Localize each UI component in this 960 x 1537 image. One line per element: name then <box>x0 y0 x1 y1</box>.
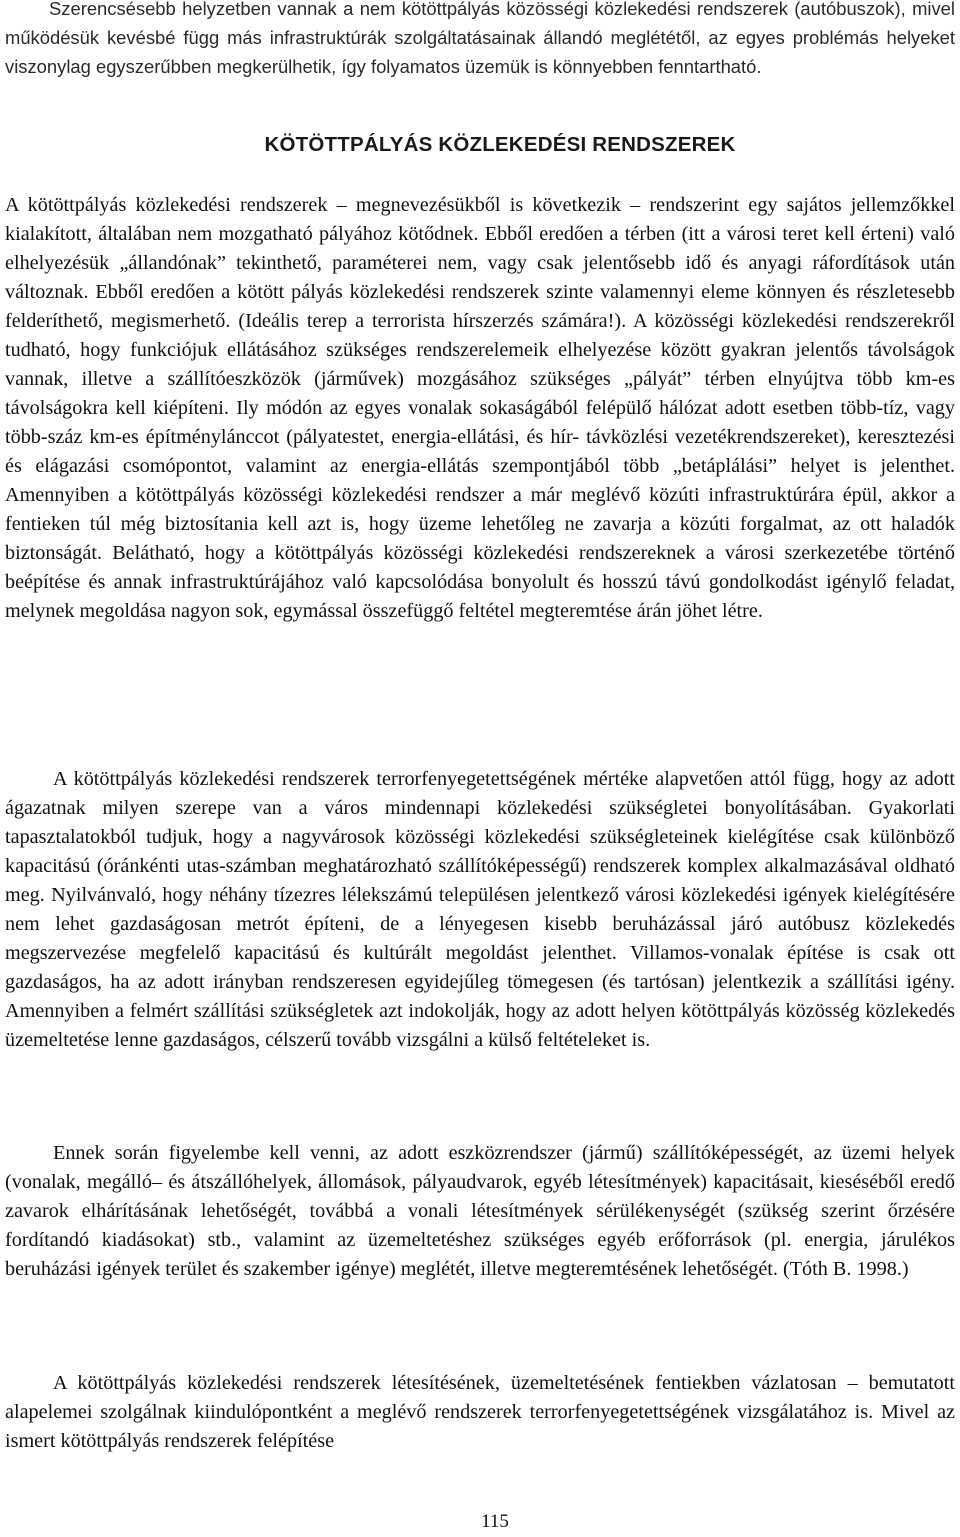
body-paragraph-4: A kötöttpályás közlekedési rendszerek létesítésének, üzemeltetésének fentiekben vázlatosan – bemutatott alapelemei szolgálnak kiindulópontként a meglévő rendszerek terrorfenyegetettségének vizsgálatához is. Mivel az ismert kötöttpályás rendszerek felépítése <box>5 1372 955 1452</box>
intro-paragraph: Szerencsésebb helyzetben vannak a nem kötöttpályás közösségi közlekedési rendszerek (autóbuszok), mivel működésük kevésbé függ más infrastruktúrák szolgáltatásainak állandó meglététől, az egyes problémás helyeket viszonylag egyszerűbben megkerülhetik, így folyamatos üzemük is könnyebben fenntartható. <box>5 0 955 77</box>
section-heading: KÖTÖTTPÁLYÁS KÖZLEKEDÉSI RENDSZEREK <box>264 133 736 156</box>
body-paragraph-1: A kötöttpályás közlekedési rendszerek – megnevezésükből is következik – rendszerint egy sajátos jellemzőkkel kialakított, általában nem mozgatható pályához kötődnek. Ebből eredően a térben (itt a városi teret kell érteni) való elhelyezésük „állandónak” tekinthető, paraméterei nem, vagy csak jelentősebb idő és anyagi ráfordítások után változnak. Ebből eredően a kötött pályás közlekedési rendszerek szinte valamennyi eleme könnyen és részletesebb felderíthető, megismerhető. (Ideális terep a terrorista hírszerzés számára!). A közösségi közlekedési rendszerekről tudható, hogy funkciójuk ellátásához szükséges rendszerelemeik elhelyezése között gyakran jelentős távolságok vannak, illetve a szállítóeszközök (járművek) mozgásához szükséges „pályát” térben elnyújtva több km-es távolságokra kell kiépíteni. Ily módón az egyes vonalak sokaságából felépülő hálózat adott esetben több-tíz, vagy több-száz km-es építménylánccot (pályatestet, energia-ellátási, és hír- távközlési vezetékrendszereket), keresztezési és elágazási csomópontot, valamint az energia-ellátás szempontjából több „betáplálási” helyet is jelenthet. Amennyiben a kötöttpályás közösségi közlekedési rendszer a már meglévő közúti infrastruktúrára épül, akkor a fentieken túl még biztosítania kell azt is, hogy üzeme lehetőleg ne zavarja a közúti forgalmat, az ott haladók biztonságát. Belátható, hogy a kötöttpályás közösségi közlekedési rendszereknek a városi szerkezetébe történő beépítése és annak infrastruktúrájához való kapcsolódása bonyolult és hosszú távú gondolkodást igénylő feladat, melynek megoldása nagyon sok, egymással összefüggő feltétel megteremtése árán jöhet létre. <box>5 194 955 622</box>
body-paragraph-2: A kötöttpályás közlekedési rendszerek terrorfenyegetettségének mértéke alapvetően attól függ, hogy az adott ágazatnak milyen szerepe van a város mindennapi közlekedési szükségletei bonyolításában. Gyakorlati tapasztalatokból tudjuk, hogy a nagyvárosok közösségi közlekedési szükségleteinek kielégítése csak különböző kapacitású (óránkénti utas-számban meghatározható szállítóképességű) rendszerek komplex alkalmazásával oldható meg. Nyilvánvaló, hogy néhány tízezres lélekszámú településen jelentkező városi közlekedési igények kielégítésére nem lehet gazdaságosan metrót építeni, de a lényegesen kisebb beruházással járó autóbusz közlekedés megszervezése megfelelő kapacitású és kultúrált megoldást jelenthet. Villamos-vonalak építése is csak ott gazdaságos, ha az adott irányban rendszeresen egyidejűleg tömegesen (és tartósan) jelentkezik a szállítási igény. Amennyiben a felmért szállítási szükségletek azt indokolják, hogy az adott helyen kötöttpályás közösség közlekedés üzemeltetése lenne gazdaságos, célszerű tovább vizsgálni a külső feltételeket is. <box>5 768 955 1051</box>
page-number: 115 <box>481 1511 509 1532</box>
body-paragraph-3: Ennek során figyelembe kell venni, az adott eszközrendszer (jármű) szállítóképességét, az üzemi helyek (vonalak, megálló– és átszállóhelyek, állomások, pályaudvarok, egyéb létesítmények) kapacitásait, kieséséből eredő zavarok elhárításának lehetőségét, továbbá a vonali létesítmények sérülékenységét (szükség szerint őrzésére fordítandó kiadásokat) stb., valamint az üzemeltetéshez szükséges egyéb erőforrások (pl. energia, járulékos beruházási igények terület és szakember igénye) meglétét, illetve megteremtésének lehetőségét. (Tóth B. 1998.) <box>5 1142 955 1280</box>
